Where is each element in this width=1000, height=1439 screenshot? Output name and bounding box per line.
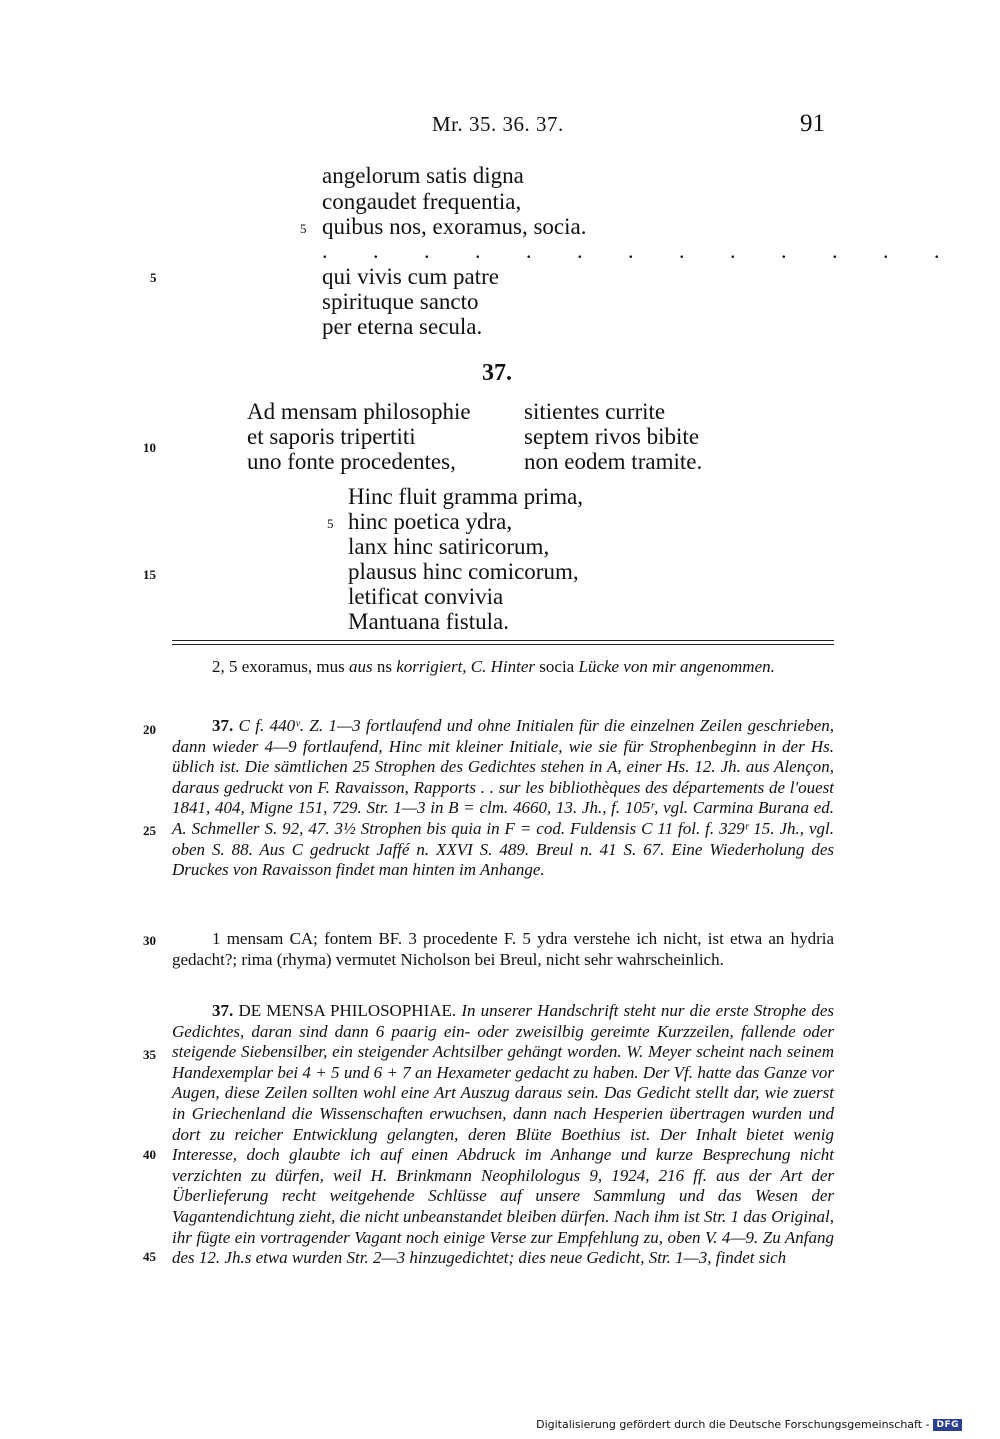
- stanza1-left-line: et saporis tripertiti: [247, 424, 416, 449]
- stanza1-right-line: sitientes currite: [524, 399, 666, 424]
- note-apparatus-36: [172, 657, 834, 678]
- margin-number: 40: [143, 1147, 156, 1162]
- poem36-line: angelorum satis digna: [322, 163, 524, 188]
- stanza1-left: [247, 399, 471, 474]
- stanza1-left-line: Ad mensam philosophie: [247, 399, 471, 424]
- page-number: 91: [800, 110, 825, 137]
- dfg-logo: DFG: [933, 1419, 962, 1431]
- margin-number: 20: [143, 722, 156, 737]
- digitization-credit: [536, 1418, 962, 1431]
- margin-number: 35: [143, 1047, 156, 1062]
- note-text: C f. 440ᵛ. Z. 1—3 fortlaufend und ohne Initialen für die einzelnen Zeilen geschrieben, dann wieder 4—9 fortlaufend, Hinc mit kleiner Initiale, wie sie für Strophenbeginn in der Hs. üblich ist. Die sämtlichen 25 Strophen des Gedichtes stehen in A, einer Hs. 12. Jh. aus Alençon, daraus gedruckt von F. Ravaisson, Rapports . . sur les bibliothèques des départements de l'ouest 1841, 404, Migne 151, 729. Str. 1—3 in B = clm. 4660, 13. Jh., f. 105ʳ, vgl. Carmina Burana ed. A. Schmeller S. 92, 47. 3½ Strophen bis quia in F = cod. Fuldensis C 11 fol. f. 329ʳ 15. Jh., vgl. oben S. 88. Aus C gedruckt Jaffé n. XXVI S. 489. Breul n. 41 S. 67. Eine Wiederholung des Druckes von Ravaisson findet man hinten im Anhange.: [172, 716, 834, 880]
- margin-number: 25: [143, 823, 156, 838]
- poem36-line: qui vivis cum patre: [322, 264, 499, 289]
- stanza2-line: letificat convivia: [348, 584, 504, 609]
- stanza2-line: plausus hinc comicorum,: [348, 559, 579, 584]
- note-apparatus-37: [172, 929, 834, 970]
- note-text: Lücke von mir angenommen.: [578, 657, 775, 676]
- note-commentary-37: [172, 1001, 834, 1269]
- poem36-line: per eterna secula.: [322, 314, 483, 339]
- stanza2-line: Hinc fluit gramma prima,: [348, 484, 584, 509]
- stanza2-line: hinc poetica ydra,: [348, 509, 513, 534]
- note-text: 2, 5 exoramus, mus: [212, 657, 349, 676]
- note-text: korrigiert, C. Hinter: [396, 657, 536, 676]
- note-source-37: [172, 716, 834, 881]
- stanza2-line: Mantuana fistula.: [348, 609, 509, 634]
- verse-number: 5: [300, 221, 307, 236]
- poem-number: 37.: [482, 360, 512, 386]
- margin-number: 45: [143, 1249, 156, 1264]
- stanza2-line: lanx hinc satiricorum,: [348, 534, 550, 559]
- credit-text: Digitalisierung gefördert durch die Deutsche Forschungsgemeinschaft -: [536, 1418, 930, 1431]
- margin-number: 10: [143, 440, 156, 455]
- poem36-line: spirituque sancto: [322, 289, 479, 314]
- margin-number: 30: [143, 933, 156, 948]
- stanza1-left-line: uno fonte procedentes,: [247, 449, 456, 474]
- note-number: 37.: [212, 716, 234, 735]
- note-title: DE MENSA PHILOSOPHIAE.: [233, 1001, 462, 1020]
- note-text: aus: [348, 657, 373, 676]
- running-head: Mr. 35. 36. 37.: [432, 112, 564, 136]
- note-text: 1 mensam CA; fontem BF. 3 procedente F. 5 ydra verstehe ich nicht, ist etwa an hydria gedacht?; rima (rhyma) vermutet Nicholson bei Breul, nicht sehr wahrscheinlich.: [172, 929, 834, 969]
- stanza1-right-line: septem rivos bibite: [524, 424, 700, 449]
- verse-number: 5: [327, 516, 334, 531]
- ellipsis-dots: . . . . . . . . . . . . .: [322, 238, 960, 263]
- poem36-line: quibus nos, exoramus, socia.: [322, 214, 587, 239]
- stanza1-right-line: non eodem tramite.: [524, 449, 703, 474]
- note-text: In unserer Handschrift steht nur die erste Strophe des Gedichtes, daran sind dann 6 paarig ein- oder zweisilbig gereimte Kurzzeilen, fallende oder steigende Siebensilber, ein steigender Achtsilber gehängt worden. W. Meyer scheint nach seinem Handexemplar bei 4 + 5 und 6 + 7 an Hexameter gedacht zu haben. Der Vf. hatte das Ganze vor Augen, diese Zeilen sollten wohl eine Art Auszug daraus sein. Das Gedicht stellt dar, wie zuerst in Griechenland die Wissenschaften erwuchsen, dann nach Hesperien übertragen wurden und dort zu reicher Entwicklung gelangten, deren Blüte Boethius ist. Der Inhalt bietet wenig Interesse, doch glaubte ich auf einen Abdruck im Anhange und kurze Besprechung nicht verzichten zu dürfen, weil H. Brinkmann Neophilologus 9, 1924, 216 ff. aus der Art der Überlieferung recht weitgehende Schlüsse auf unsere Sammlung und das Wesen der Vagantendichtung zieht, die nicht unbeanstandet bleiben dürfen. Nach ihm ist Str. 1 das Original, ihr fügte ein vortragender Vagant noch einige Verse zur Empfehlung zu, oben V. 4—9. Zu Anfang des 12. Jh.s etwa wurden Str. 2—3 hinzugedichtet; dies neue Gedicht, Str. 1—3, findet sich: [172, 1001, 834, 1268]
- note-text: socia: [535, 657, 579, 676]
- note-text: ns: [372, 657, 397, 676]
- stanza1-right: [524, 399, 702, 474]
- margin-number: 5: [150, 270, 157, 285]
- separator-rule: [172, 644, 834, 645]
- note-number: 37.: [212, 1001, 234, 1020]
- poem36-line: congaudet frequentia,: [322, 189, 522, 214]
- margin-number: 15: [143, 567, 156, 582]
- separator-rule: [172, 640, 834, 641]
